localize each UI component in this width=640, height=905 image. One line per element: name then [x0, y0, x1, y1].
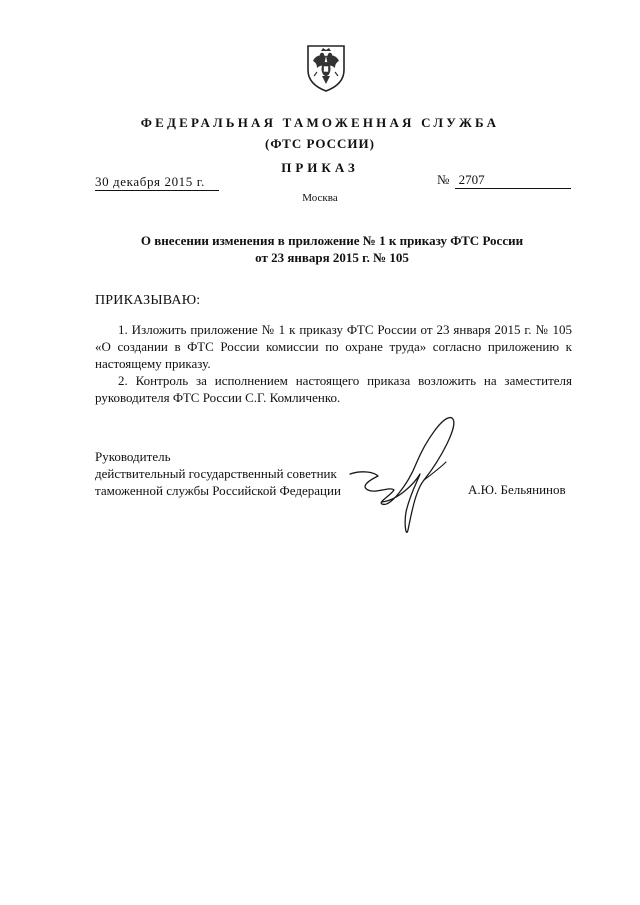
signatory-rank-line-1: действительный государственный советник [95, 466, 337, 481]
document-city: Москва [302, 192, 338, 204]
number-sign: № [437, 172, 450, 187]
subject-line-1: О внесении изменения в приложение № 1 к приказу ФТС России [140, 233, 524, 248]
order-heading: ПРИКАЗЫВАЮ: [95, 293, 201, 308]
handwritten-signature [320, 404, 470, 544]
order-body [95, 321, 572, 406]
order-paragraph-2: 2. Контроль за исполнением настоящего приказа возложить на заместителя руководителя ФТС России С.Г. Комличенко. [95, 373, 572, 405]
subject-line-2: от 23 января 2015 г. № 105 [255, 250, 409, 265]
document-date: 30 декабря 2015 г. [95, 174, 219, 191]
signatory-title [95, 448, 341, 499]
organization-name: ФЕДЕРАЛЬНАЯ ТАМОЖЕННАЯ СЛУЖБА [140, 115, 500, 130]
coat-of-arms-icon [304, 42, 348, 92]
signatory-rank-line-2: таможенной службы Российской Федерации [95, 483, 341, 498]
order-paragraph-1: 1. Изложить приложение № 1 к приказу ФТС России от 23 января 2015 г. № 105 «О создании в ФТС России комиссии по охране труда» согласно приложению к настоящему приказу. [95, 322, 572, 371]
document-number [437, 172, 571, 189]
organization-short-name: (ФТС РОССИИ) [265, 136, 375, 151]
document-type: ПРИКАЗ [281, 160, 359, 175]
number-value: 2707 [455, 172, 571, 189]
document-subject [0, 232, 640, 266]
signatory-name: А.Ю. Бельянинов [468, 482, 566, 497]
signatory-position: Руководитель [95, 449, 171, 464]
